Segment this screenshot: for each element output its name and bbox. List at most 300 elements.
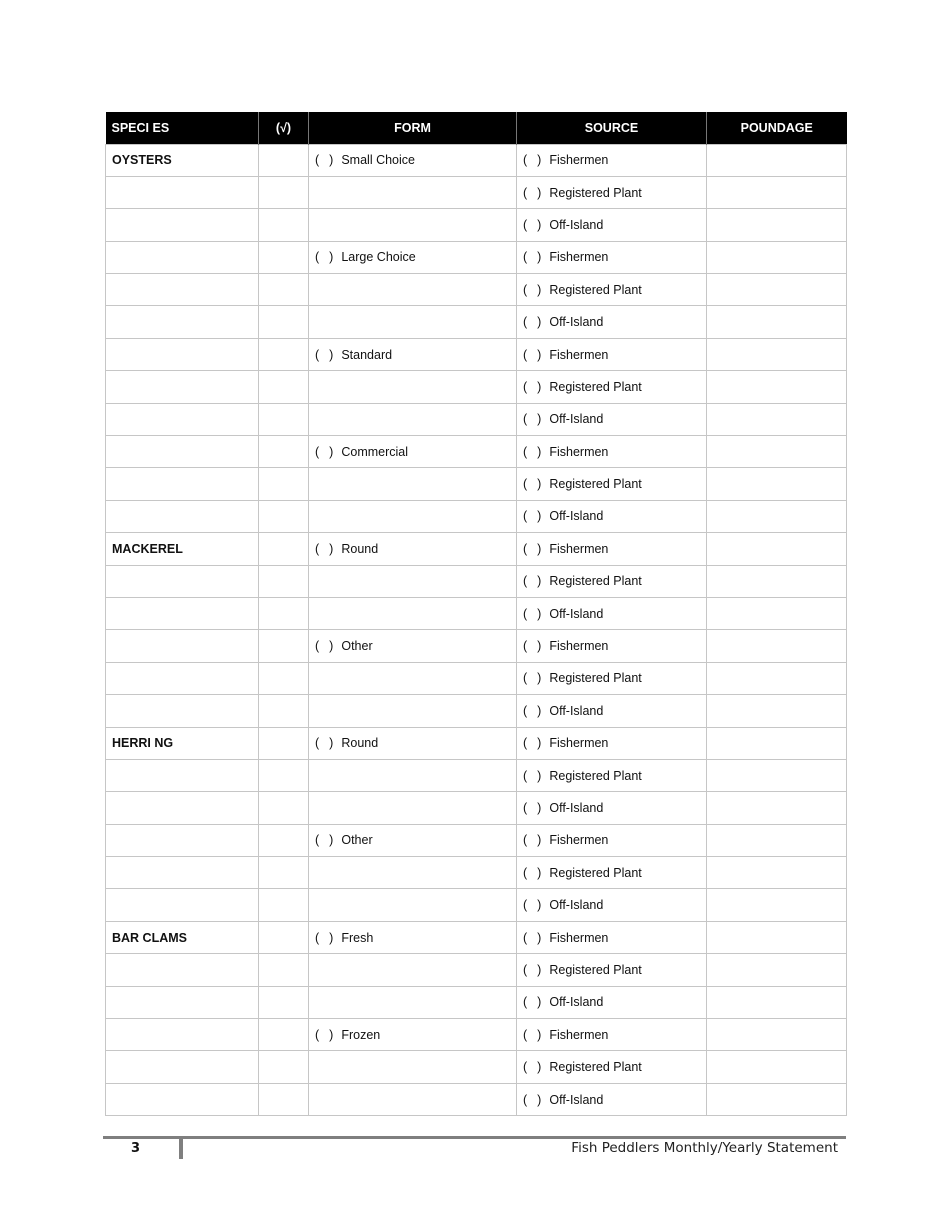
source-checkbox[interactable] [523,186,541,200]
poundage-cell[interactable] [707,338,847,370]
source-checkbox[interactable] [523,574,541,588]
source-checkbox[interactable] [523,477,541,491]
source-checkbox[interactable] [523,380,541,394]
form-cell [309,144,517,176]
checkbox-open-paren: ( [315,1027,320,1042]
source-label: Fishermen [549,833,609,848]
poundage-cell[interactable] [707,371,847,403]
source-checkbox[interactable] [523,769,541,783]
poundage-cell[interactable] [707,824,847,856]
source-choice [523,509,603,523]
form-choice [315,348,392,362]
form-checkbox[interactable] [315,833,333,847]
checkbox-close-paren: ) [329,541,334,556]
checkbox-close-paren: ) [537,995,542,1010]
checkbox-close-paren: ) [329,833,334,848]
form-checkbox[interactable] [315,931,333,945]
checkbox-open-paren: ( [315,930,320,945]
form-cell [309,533,517,565]
check-cell[interactable] [259,436,309,468]
species-cell [106,986,259,1018]
source-choice [523,348,608,362]
form-choice [315,542,378,556]
checkbox-open-paren: ( [315,736,320,751]
source-checkbox[interactable] [523,801,541,815]
form-cell [309,306,517,338]
source-checkbox[interactable] [523,218,541,232]
form-cell [309,662,517,694]
checkbox-close-paren: ) [537,574,542,589]
source-label: Registered Plant [549,865,642,880]
source-cell [517,727,707,759]
source-choice [523,1093,603,1107]
poundage-cell[interactable] [707,954,847,986]
source-label: Fishermen [549,736,609,751]
checkbox-close-paren: ) [329,639,334,654]
checkbox-close-paren: ) [329,930,334,945]
source-label: Off-Island [549,995,604,1010]
source-choice [523,898,603,912]
checkbox-open-paren: ( [523,768,528,783]
form-cell [309,1083,517,1115]
source-choice [523,1060,642,1074]
checkbox-open-paren: ( [523,671,528,686]
form-cell [309,209,517,241]
source-checkbox[interactable] [523,153,541,167]
header-source: SOURCE [517,112,707,144]
source-cell [517,338,707,370]
source-cell [517,1051,707,1083]
source-label: Registered Plant [549,477,642,492]
source-label: Off-Island [549,898,604,913]
poundage-cell[interactable] [707,857,847,889]
species-cell [106,921,259,953]
source-checkbox[interactable] [523,509,541,523]
check-cell[interactable] [259,306,309,338]
check-cell[interactable] [259,1051,309,1083]
poundage-cell[interactable] [707,630,847,662]
form-choice [315,250,416,264]
form-cell [309,500,517,532]
poundage-cell[interactable] [707,533,847,565]
checkbox-open-paren: ( [523,1092,528,1107]
checkbox-close-paren: ) [537,703,542,718]
source-choice [523,542,608,556]
form-cell [309,986,517,1018]
source-checkbox[interactable] [523,704,541,718]
form-choice [315,833,373,847]
source-checkbox[interactable] [523,1060,541,1074]
form-checkbox[interactable] [315,348,333,362]
source-cell [517,533,707,565]
poundage-cell[interactable] [707,274,847,306]
poundage-cell[interactable] [707,144,847,176]
checkbox-close-paren: ) [537,282,542,297]
source-cell [517,759,707,791]
source-cell [517,857,707,889]
checkbox-open-paren: ( [315,250,320,265]
source-cell [517,1019,707,1051]
table-row [106,857,847,889]
check-cell[interactable] [259,630,309,662]
form-choice [315,1028,380,1042]
form-checkbox[interactable] [315,542,333,556]
checkbox-close-paren: ) [537,1027,542,1042]
check-cell[interactable] [259,338,309,370]
check-cell[interactable] [259,1083,309,1115]
checkbox-open-paren: ( [523,282,528,297]
table-row [106,921,847,953]
source-choice [523,963,642,977]
table-row [106,468,847,500]
source-checkbox[interactable] [523,671,541,685]
table-row [106,176,847,208]
form-checkbox[interactable] [315,1028,333,1042]
table-row [106,824,847,856]
source-cell [517,468,707,500]
checkbox-close-paren: ) [537,930,542,945]
table-row [106,241,847,273]
poundage-cell[interactable] [707,662,847,694]
species-cell [106,436,259,468]
table-row [106,986,847,1018]
source-choice [523,380,642,394]
table-row [106,209,847,241]
checkbox-close-paren: ) [329,153,334,168]
source-checkbox[interactable] [523,736,541,750]
species-cell [106,533,259,565]
checkbox-open-paren: ( [315,444,320,459]
poundage-cell[interactable] [707,727,847,759]
form-cell [309,371,517,403]
poundage-cell[interactable] [707,597,847,629]
species-cell [106,662,259,694]
source-cell [517,824,707,856]
source-checkbox[interactable] [523,445,541,459]
poundage-cell[interactable] [707,921,847,953]
check-cell[interactable] [259,371,309,403]
source-cell [517,176,707,208]
checkbox-close-paren: ) [537,1060,542,1075]
check-cell[interactable] [259,403,309,435]
species-cell [106,1051,259,1083]
species-cell [106,630,259,662]
poundage-cell[interactable] [707,1083,847,1115]
poundage-cell[interactable] [707,792,847,824]
checkbox-open-paren: ( [523,1027,528,1042]
form-label: Frozen [341,1027,381,1042]
species-cell [106,1083,259,1115]
table-row [106,889,847,921]
check-cell[interactable] [259,533,309,565]
checkbox-close-paren: ) [329,736,334,751]
species-cell [106,954,259,986]
form-cell [309,468,517,500]
check-cell[interactable] [259,176,309,208]
table-row [106,727,847,759]
source-checkbox[interactable] [523,315,541,329]
check-cell[interactable] [259,727,309,759]
source-cell [517,1083,707,1115]
check-cell[interactable] [259,986,309,1018]
source-cell [517,565,707,597]
check-cell[interactable] [259,597,309,629]
checkbox-open-paren: ( [523,412,528,427]
form-choice [315,931,373,945]
table-header-row [106,112,847,144]
header-check: (√) [259,112,309,144]
poundage-cell[interactable] [707,1051,847,1083]
form-cell [309,403,517,435]
form-choice [315,639,373,653]
source-cell [517,371,707,403]
source-label: Registered Plant [549,379,642,394]
source-checkbox[interactable] [523,866,541,880]
source-checkbox[interactable] [523,639,541,653]
source-checkbox[interactable] [523,412,541,426]
checkbox-open-paren: ( [523,444,528,459]
table-body [106,144,847,1116]
source-label: Off-Island [549,801,604,815]
checkbox-close-paren: ) [537,315,542,330]
form-choice [315,153,415,167]
source-checkbox[interactable] [523,607,541,621]
source-label: Registered Plant [549,185,642,200]
species-cell [106,371,259,403]
checkbox-close-paren: ) [537,477,542,492]
source-label: Off-Island [549,703,604,718]
poundage-cell[interactable] [707,986,847,1018]
form-cell [309,597,517,629]
form-checkbox[interactable] [315,639,333,653]
check-cell[interactable] [259,824,309,856]
header-form: FORM [309,112,517,144]
poundage-cell[interactable] [707,436,847,468]
table-row [106,306,847,338]
check-cell[interactable] [259,209,309,241]
checkbox-open-paren: ( [523,703,528,718]
checkbox-open-paren: ( [523,865,528,880]
source-cell [517,436,707,468]
species-cell [106,565,259,597]
checkbox-open-paren: ( [523,898,528,913]
check-cell[interactable] [259,274,309,306]
source-checkbox[interactable] [523,995,541,1009]
checkbox-open-paren: ( [315,153,320,168]
source-checkbox[interactable] [523,1093,541,1107]
checkbox-close-paren: ) [537,898,542,913]
footer-rule [103,1136,846,1139]
table-row [106,662,847,694]
source-checkbox[interactable] [523,833,541,847]
check-cell[interactable] [259,1019,309,1051]
check-cell[interactable] [259,695,309,727]
checkbox-open-paren: ( [523,185,528,200]
source-checkbox[interactable] [523,963,541,977]
checkbox-open-paren: ( [315,833,320,848]
species-cell [106,500,259,532]
source-label: Fishermen [549,1027,609,1042]
checkbox-open-paren: ( [315,639,320,654]
table-row [106,436,847,468]
source-label: Off-Island [549,1092,604,1107]
source-label: Off-Island [549,509,604,524]
checkbox-close-paren: ) [537,185,542,200]
check-cell[interactable] [259,144,309,176]
source-label: Registered Plant [549,282,642,297]
form-checkbox[interactable] [315,445,333,459]
footer-divider [179,1136,183,1159]
source-label: Registered Plant [549,1060,642,1075]
form-checkbox[interactable] [315,250,333,264]
page-number: 3 [131,1141,141,1156]
form-checkbox[interactable] [315,736,333,750]
poundage-cell[interactable] [707,241,847,273]
checkbox-open-paren: ( [315,541,320,556]
source-choice [523,283,642,297]
source-choice [523,769,642,783]
poundage-cell[interactable] [707,403,847,435]
checkbox-open-paren: ( [523,639,528,654]
table-row [106,954,847,986]
source-checkbox[interactable] [523,348,541,362]
check-cell[interactable] [259,759,309,791]
source-cell [517,792,707,824]
checkbox-close-paren: ) [537,217,542,232]
checkbox-open-paren: ( [315,347,320,362]
species-form-table [105,112,847,1116]
check-cell[interactable] [259,500,309,532]
source-cell [517,597,707,629]
source-choice [523,574,642,588]
checkbox-close-paren: ) [537,865,542,880]
source-label: Fishermen [549,639,609,654]
table-row [106,759,847,791]
check-cell[interactable] [259,792,309,824]
poundage-cell[interactable] [707,889,847,921]
source-cell [517,954,707,986]
poundage-cell[interactable] [707,1019,847,1051]
checkbox-close-paren: ) [537,736,542,751]
source-choice [523,477,642,491]
form-cell [309,727,517,759]
source-choice [523,866,642,880]
checkbox-close-paren: ) [537,509,542,524]
check-cell[interactable] [259,565,309,597]
poundage-cell[interactable] [707,468,847,500]
check-cell[interactable] [259,954,309,986]
poundage-cell[interactable] [707,209,847,241]
check-cell[interactable] [259,468,309,500]
checkbox-open-paren: ( [523,1060,528,1075]
table-row [106,403,847,435]
source-checkbox[interactable] [523,283,541,297]
species-cell [106,792,259,824]
table-row [106,565,847,597]
species-cell [106,403,259,435]
form-cell [309,436,517,468]
poundage-cell[interactable] [707,565,847,597]
source-choice [523,931,608,945]
source-label: Off-Island [549,412,604,427]
check-cell[interactable] [259,662,309,694]
source-choice [523,412,603,426]
source-checkbox[interactable] [523,1028,541,1042]
form-cell [309,565,517,597]
form-label: Large Choice [341,250,416,265]
checkbox-open-paren: ( [523,347,528,362]
source-checkbox[interactable] [523,250,541,264]
form-choice [315,736,378,750]
form-label: Round [341,541,379,556]
checkbox-open-paren: ( [523,801,528,815]
form-checkbox[interactable] [315,153,333,167]
poundage-cell[interactable] [707,500,847,532]
species-cell [106,1019,259,1051]
source-choice [523,704,603,718]
form-label: Other [341,639,373,654]
table-row [106,792,847,824]
source-label: Fishermen [549,153,609,168]
species-cell [106,695,259,727]
checkbox-open-paren: ( [523,541,528,556]
poundage-cell[interactable] [707,176,847,208]
source-cell [517,889,707,921]
source-label: Fishermen [549,347,609,362]
source-choice [523,801,603,815]
checkbox-close-paren: ) [329,250,334,265]
check-cell[interactable] [259,921,309,953]
source-choice [523,736,608,750]
source-label: Registered Plant [549,768,642,783]
source-choice [523,315,603,329]
table-row [106,500,847,532]
table-row [106,597,847,629]
form-cell [309,274,517,306]
poundage-cell[interactable] [707,306,847,338]
source-label: Off-Island [549,315,604,330]
source-choice [523,671,642,685]
checkbox-open-paren: ( [523,930,528,945]
source-choice [523,153,608,167]
species-cell [106,597,259,629]
source-label: Off-Island [549,606,604,621]
form-cell [309,630,517,662]
check-cell[interactable] [259,889,309,921]
checkbox-close-paren: ) [537,250,542,265]
form-cell [309,1051,517,1083]
source-checkbox[interactable] [523,931,541,945]
species-cell [106,274,259,306]
poundage-cell[interactable] [707,695,847,727]
source-label: Registered Plant [549,962,642,977]
source-label: Fishermen [549,444,609,459]
check-cell[interactable] [259,241,309,273]
source-checkbox[interactable] [523,898,541,912]
checkbox-open-paren: ( [523,606,528,621]
checkbox-close-paren: ) [329,444,334,459]
checkbox-close-paren: ) [537,639,542,654]
checkbox-close-paren: ) [537,606,542,621]
checkbox-open-paren: ( [523,153,528,168]
source-checkbox[interactable] [523,542,541,556]
checkbox-open-paren: ( [523,833,528,848]
checkbox-open-paren: ( [523,509,528,524]
form-cell [309,921,517,953]
check-cell[interactable] [259,857,309,889]
poundage-cell[interactable] [707,759,847,791]
checkbox-close-paren: ) [329,347,334,362]
